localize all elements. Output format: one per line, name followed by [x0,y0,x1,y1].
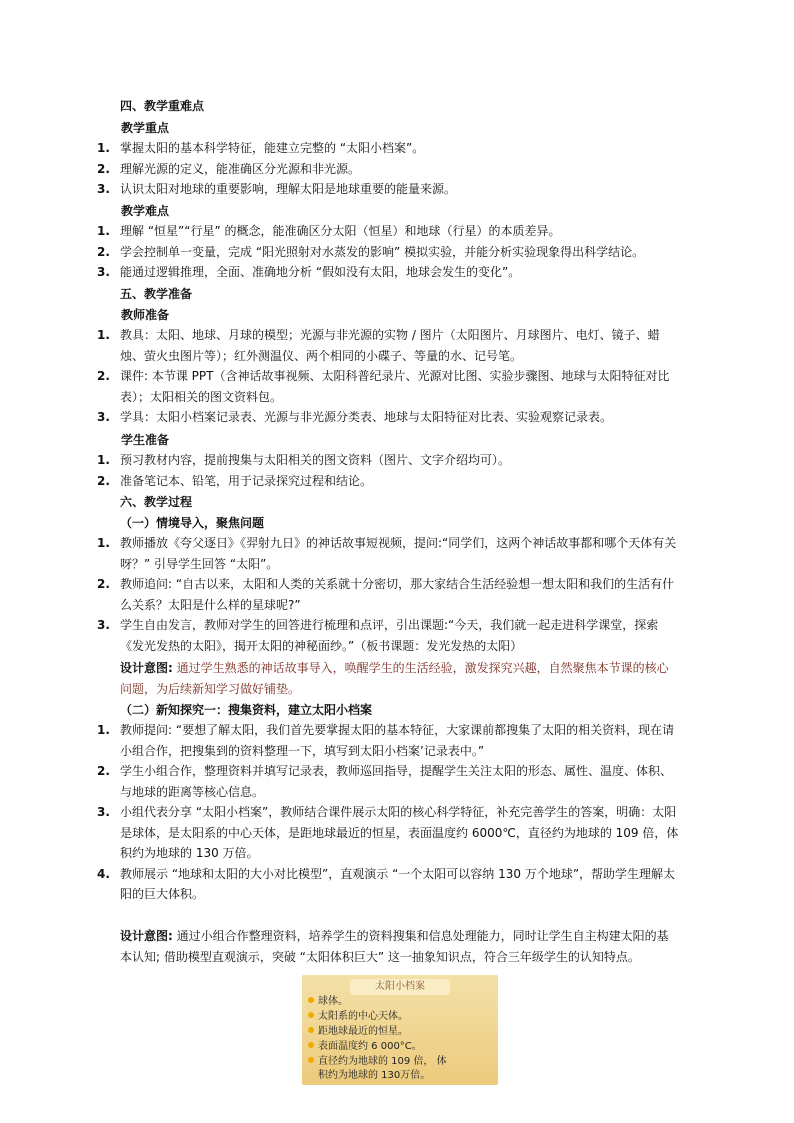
part-2-list [0,720,794,905]
list-item: 4. 教师展示 “地球和太阳的大小对比模型”，直观演示 “一个太阳可以容纳 130 万个地球”，帮助学生理解太阳的巨大体积。 [97,866,676,901]
list-item: 3. 学具：太阳小档案记录表、光源与非光源分类表、地球与太阳特征对比表、实验观察记录表。 [97,410,613,424]
key-points-title: 教学重点 [121,121,170,135]
part-1-list [0,533,794,656]
design-intent-text: 通过小组合作整理资料，培养学生的资料搜集和信息处理能力，同时让学生自主构建太阳的基本认知; 借助模型直观演示，突破 “太阳体积巨大” 这一抽象知识点，符合三年级学生的认知特点。 [120,929,669,964]
list-item: 3. 学生自由发言，教师对学生的回答进行梳理和点评，引出课题:“今天，我们就一起走进科学课堂，探索《发光发热的太阳》，揭开太阳的神秘面纱。”（板书课题：发光发热的太阳） [97,618,659,653]
design-intent-label: 设计意图: [120,661,173,675]
teacher-prep-list [0,325,794,428]
list-item: 3. 认识太阳对地球的重要影响，理解太阳是地球重要的能量来源。 [97,182,457,196]
list-item: 2. 理解光源的定义，能准确区分光源和非光源。 [97,161,361,176]
list-item: 1. 理解 “恒星”“行星” 的概念，能准确区分太阳（恒星）和地球（行星）的本质差异。 [97,224,561,238]
list-item: 1. 教具：太阳、地球、月球的模型；光源与非光源的实物 / 图片（太阳图片、月球图片、电灯、镜子、蜡烛、萤火虫图片等）；红外测温仪、两个相同的小碟子、等量的水、记号笔。 [97,328,660,363]
list-item: 3. 小组代表分享 “太阳小档案”，教师结合课件展示太阳的核心科学特征，补充完善学生的答案，明确：太阳是球体，是太阳系的中心天体，是距地球最近的恒星，表面温度约 6000℃，直径约为地球的 109 倍，体积约为地球的 130 万倍。 [97,805,679,860]
sun-archive-line: 表面温度约 6 000°C。 [308,1040,422,1054]
list-item: 2. 学生小组合作，整理资料并填写记录表，教师巡回指导，提醒学生关注太阳的形态、属性、温度、体积、与地球的距离等核心信息。 [97,764,673,799]
list-item: 2. 教师追问: “自古以来，太阳和人类的关系就十分密切，那大家结合生活经验想一想太阳和我们的生活有什么关系？太阳是什么样的星球呢?” [97,577,675,612]
sun-archive-line: 球体。 [308,995,348,1009]
section-6-title: 六、教学过程 [120,495,193,509]
sun-archive-line: 直径约为地球的 109 倍， 体 [308,1055,447,1069]
part-2-design-intent [120,926,680,967]
design-intent-text: 通过学生熟悉的神话故事导入，唤醒学生的生活经验，激发探究兴趣，自然聚焦本节课的核心问题，为后续新知学习做好铺垫。 [120,661,669,696]
difficult-points-title: 教学难点 [121,204,170,218]
bullet-icon [308,1057,314,1063]
list-item: 1. 教师提问: “要想了解太阳，我们首先要掌握太阳的基本特征，大家课前都搜集了太阳的相关资料，现在请小组合作，把搜集到的资料整理一下，填写到太阳小档案’记录表中。” [97,723,675,758]
list-item: 1. 掌握太阳的基本科学特征，能建立完整的 “太阳小档案”。 [97,141,425,155]
section-5-title: 五、教学准备 [120,287,193,301]
list-item: 2. 准备笔记本、铅笔，用于记录探究过程和结论。 [97,473,373,488]
sun-archive-line: 距地球最近的恒星。 [308,1025,408,1039]
key-points-list [0,138,794,200]
sun-archive-line: 太阳系的中心天体。 [308,1010,408,1024]
list-item: 2. 课件: 本节课 PPT（含神话故事视频、太阳科普纪录片、光源对比图、实验步骤图、地球与太阳特征对比表）；太阳相关的图文资料包。 [97,369,670,404]
student-prep-title: 学生准备 [121,433,170,447]
list-item: 1. 教师播放《夸父逐日》《羿射九日》的神话故事短视频，提问:“同学们，这两个神话故事都和哪个天体有关呀？” 引导学生回答 “太阳”。 [97,536,677,571]
teacher-prep-title: 教师准备 [121,308,170,322]
student-prep-list [0,450,794,491]
sun-archive-card [302,975,498,1085]
list-item: 1. 预习教材内容，提前搜集与太阳相关的图文资料（图片、文字介绍均可）。 [97,453,511,467]
bullet-icon [308,1042,314,1048]
list-item: 3. 能通过逻辑推理，全面、准确地分析 “假如没有太阳，地球会发生的变化”。 [97,265,521,279]
bullet-icon [308,1012,314,1018]
sun-archive-line: 积约为地球的 130万倍。 [318,1070,431,1081]
section-4-title: 四、教学重难点 [120,99,205,113]
difficult-points-list [0,221,794,283]
part-1-design-intent [120,658,680,699]
list-item: 2. 学会控制单一变量，完成 “阳光照射对水蒸发的影响” 模拟实验，并能分析实验现象得出科学结论。 [97,244,645,259]
sun-archive-title: 太阳小档案 [350,979,450,995]
bullet-icon [308,997,314,1003]
part-2-title: （二）新知探究一：搜集资料，建立太阳小档案 [120,703,373,717]
bullet-icon [308,1027,314,1033]
part-1-title: （一）情境导入，聚焦问题 [120,516,265,530]
design-intent-label: 设计意图: [120,929,173,943]
